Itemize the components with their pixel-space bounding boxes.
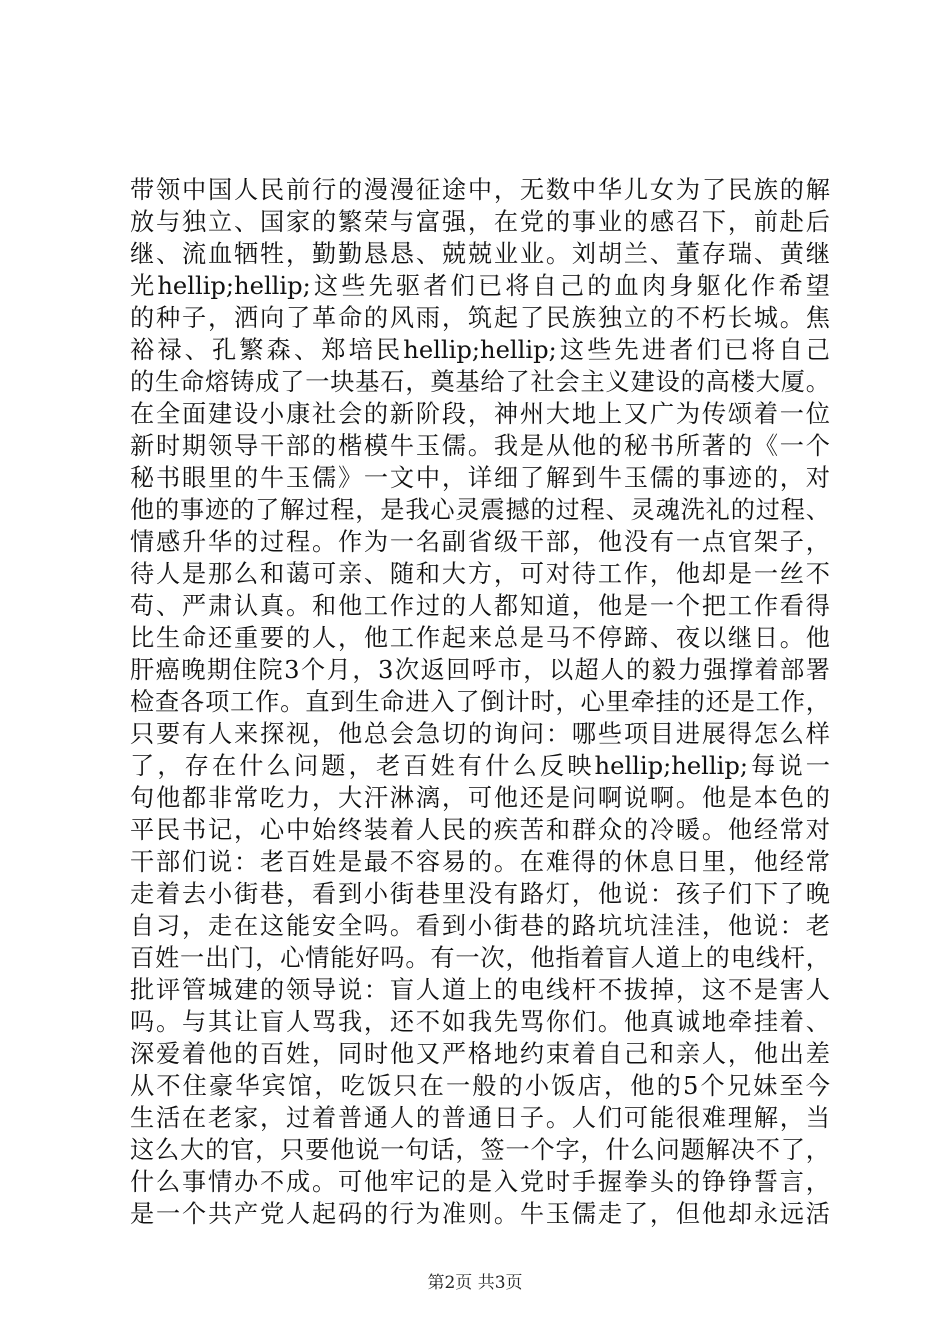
page-footer: 第2页 共3页 xyxy=(427,1273,523,1293)
text-line: 裕禄、孔繁森、郑培民hellip;hellip;这些先进者们已将自己 xyxy=(130,336,830,364)
text-line: 什么事情办不成。可他牢记的是入党时手握拳头的铮铮誓言， xyxy=(130,1168,830,1196)
text-line: 这么大的官，只要他说一句话，签一个字，什么问题解决不了， xyxy=(130,1136,830,1164)
text-line: 新时期领导干部的楷模牛玉儒。我是从他的秘书所著的《一个 xyxy=(130,432,830,460)
text-line: 生活在老家，过着普通人的普通日子。人们可能很难理解，当 xyxy=(130,1104,830,1132)
text-line: 了，存在什么问题，老百姓有什么反映hellip;hellip;每说一 xyxy=(130,752,830,780)
text-line: 光hellip;hellip;这些先驱者们已将自己的血肉身躯化作希望 xyxy=(130,272,830,300)
text-line: 他的事迹的了解过程，是我心灵震撼的过程、灵魂洗礼的过程、 xyxy=(130,496,830,524)
text-line: 比生命还重要的人，他工作起来总是马不停蹄、夜以继日。他 xyxy=(130,624,830,652)
text-line: 干部们说：老百姓是最不容易的。在难得的休息日里，他经常 xyxy=(130,848,830,876)
text-line: 吗。与其让盲人骂我，还不如我先骂你们。他真诚地牵挂着、 xyxy=(130,1008,830,1036)
text-line: 情感升华的过程。作为一名副省级干部，他没有一点官架子， xyxy=(130,528,830,556)
body-paragraph xyxy=(130,174,830,1230)
text-line: 秘书眼里的牛玉儒》一文中，详细了解到牛玉儒的事迹的，对 xyxy=(130,464,830,492)
text-line: 百姓一出门，心情能好吗。有一次，他指着盲人道上的电线杆， xyxy=(130,944,830,972)
text-line: 自习，走在这能安全吗。看到小街巷的路坑坑洼洼，他说：老 xyxy=(130,912,830,940)
text-line: 待人是那么和蔼可亲、随和大方，可对待工作，他却是一丝不 xyxy=(130,560,830,588)
text-line: 句他都非常吃力，大汗淋漓，可他还是问啊说啊。他是本色的 xyxy=(130,784,830,812)
text-line: 平民书记，心中始终装着人民的疾苦和群众的冷暖。他经常对 xyxy=(130,816,830,844)
text-line: 的生命熔铸成了一块基石，奠基给了社会主义建设的高楼大厦。 xyxy=(130,368,830,396)
text-line: 批评管城建的领导说：盲人道上的电线杆不拔掉，这不是害人 xyxy=(130,976,830,1004)
text-line: 放与独立、国家的繁荣与富强，在党的事业的感召下，前赴后 xyxy=(130,208,830,236)
text-line: 只要有人来探视，他总会急切的询问：哪些项目进展得怎么样 xyxy=(130,720,830,748)
text-line: 深爱着他的百姓，同时他又严格地约束着自己和亲人，他出差 xyxy=(130,1040,830,1068)
text-line: 苟、严肃认真。和他工作过的人都知道，他是一个把工作看得 xyxy=(130,592,830,620)
text-line: 继、流血牺牲，勤勤恳恳、兢兢业业。刘胡兰、董存瑞、黄继 xyxy=(130,240,830,268)
text-line: 检查各项工作。直到生命进入了倒计时，心里牵挂的还是工作， xyxy=(130,688,830,716)
text-line: 是一个共产党人起码的行为准则。牛玉儒走了，但他却永远活 xyxy=(130,1200,830,1228)
text-line: 的种子，洒向了革命的风雨，筑起了民族独立的不朽长城。焦 xyxy=(130,304,830,332)
text-line: 带领中国人民前行的漫漫征途中，无数中华儿女为了民族的解 xyxy=(130,176,830,204)
text-line: 肝癌晚期住院3个月，3次返回呼市，以超人的毅力强撑着部署 xyxy=(130,656,830,684)
text-line: 从不住豪华宾馆，吃饭只在一般的小饭店，他的5个兄妹至今 xyxy=(130,1072,830,1100)
text-line: 在全面建设小康社会的新阶段，神州大地上又广为传颂着一位 xyxy=(130,400,830,428)
text-line: 走着去小街巷，看到小街巷里没有路灯，他说：孩子们下了晚 xyxy=(130,880,830,908)
